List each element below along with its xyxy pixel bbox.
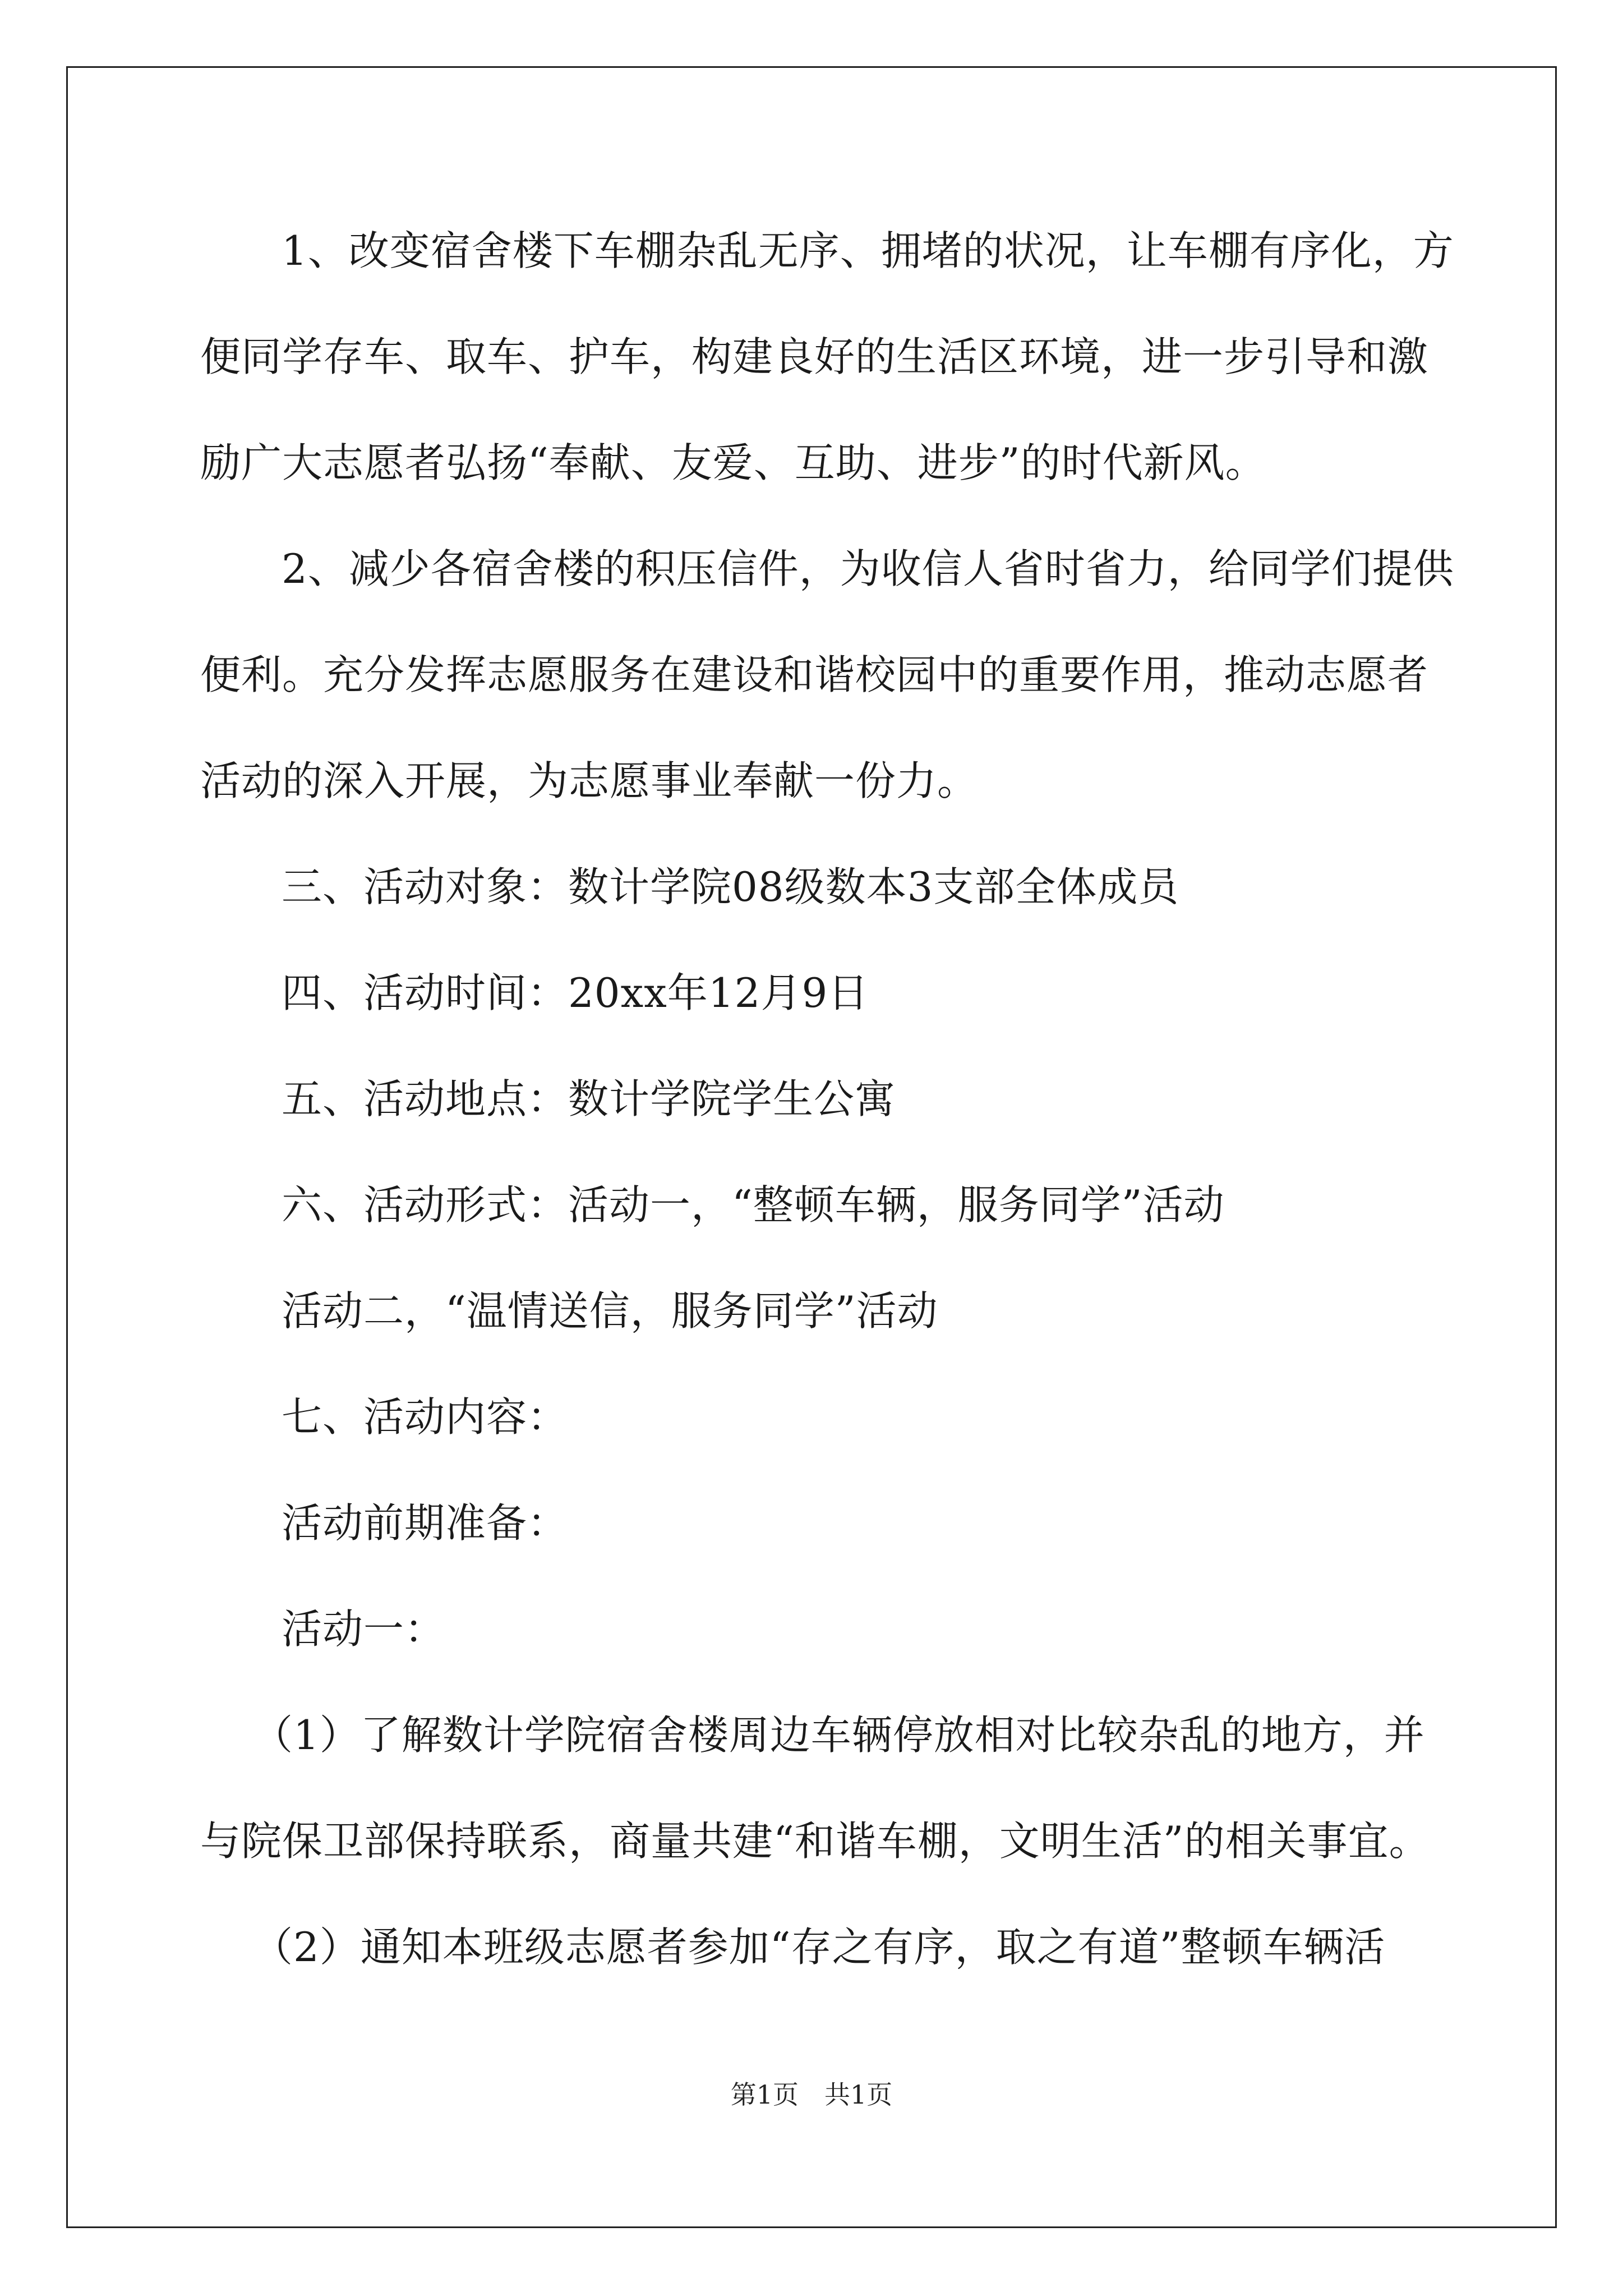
section-time: 四、活动时间：20xx年12月9日 bbox=[282, 969, 869, 1016]
paragraph-2-line-2: 便利。充分发挥志愿服务在建设和谐校园中的重要作用，推动志愿者 bbox=[200, 651, 1429, 698]
section-content: 七、活动内容： bbox=[282, 1393, 569, 1441]
section-preparation: 活动前期准备： bbox=[282, 1499, 569, 1547]
paragraph-1-line-2: 便同学存车、取车、护车，构建良好的生活区环境，进一步引导和激 bbox=[200, 333, 1429, 380]
paragraph-2-line-1: 2、减少各宿舍楼的积压信件，为收信人省时省力，给同学们提供 bbox=[282, 545, 1454, 592]
section-form: 六、活动形式：活动一，“整顿车辆，服务同学”活动 bbox=[282, 1181, 1225, 1228]
item-2-line-1: （2）通知本班级志愿者参加“存之有序，取之有道”整顿车辆活 bbox=[252, 1924, 1386, 1971]
item-1-line-2: 与院保卫部保持联系，商量共建“和谐车棚，文明生活”的相关事宜。 bbox=[200, 1818, 1430, 1865]
section-location: 五、活动地点：数计学院学生公寓 bbox=[282, 1075, 896, 1122]
section-target: 三、活动对象：数计学院08级数本3支部全体成员 bbox=[282, 863, 1179, 910]
section-activity-1: 活动一： bbox=[282, 1605, 446, 1653]
paragraph-2-line-3: 活动的深入开展，为志愿事业奉献一份力。 bbox=[200, 757, 979, 804]
item-1-line-1: （1）了解数计学院宿舍楼周边车辆停放相对比较杂乱的地方，并 bbox=[252, 1711, 1425, 1759]
paragraph-1-line-1: 1、改变宿舍楼下车棚杂乱无序、拥堵的状况，让车棚有序化，方 bbox=[282, 227, 1454, 274]
page-footer bbox=[0, 2078, 1623, 2111]
page-border bbox=[66, 66, 1557, 2228]
paragraph-1-line-3: 励广大志愿者弘扬“奉献、友爱、互助、进步”的时代新风。 bbox=[200, 439, 1266, 486]
section-form-activity-2: 活动二，“温情送信，服务同学”活动 bbox=[282, 1287, 938, 1335]
page-number-current: 第1页 bbox=[730, 2079, 799, 2110]
page-number-total: 共1页 bbox=[824, 2079, 893, 2110]
